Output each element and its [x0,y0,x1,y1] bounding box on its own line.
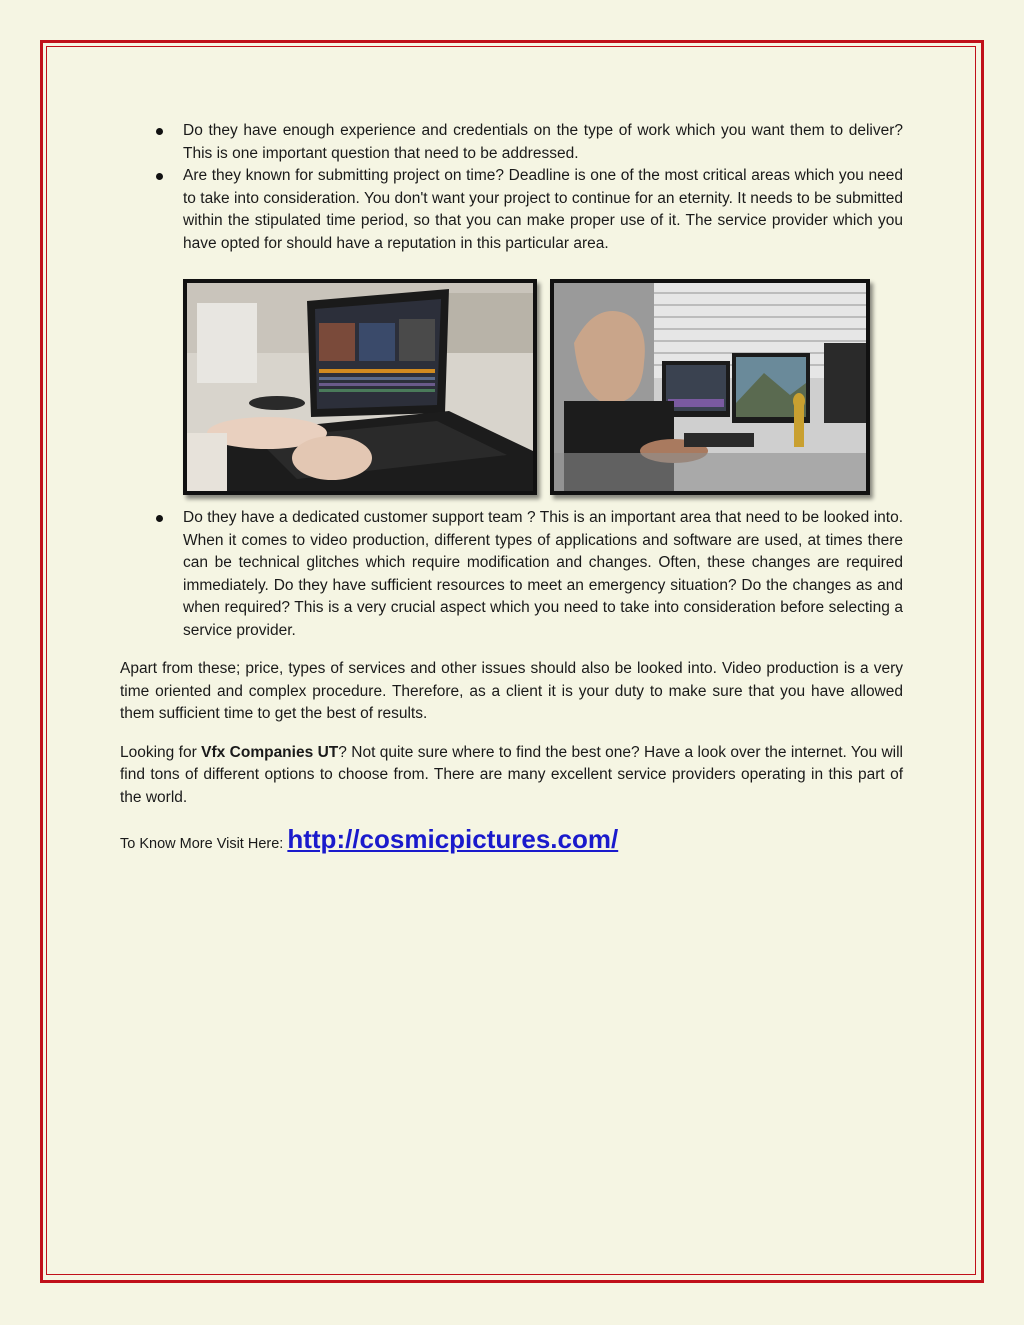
paragraph-vfx-suffix: ? Not quite sure where to find the best one? Have a look over the internet. You will find tons of different options to choose from. There are many excellent service providers operating in this part of the world. [120,743,903,806]
website-link[interactable]: http://cosmicpictures.com/ [287,824,619,854]
list-item [120,165,903,255]
bullet-text: Are they known for submitting project on time? Deadline is one of the most critical areas which you need to take into consideration. You don't want your project to continue for an eternity. It needs to be submitted within the stipulated time period, so that you can make proper use of it. The service provider which you have opted for should have a reputation in this particular area. [183,167,903,252]
list-item [120,507,903,642]
bullet-list-top [120,120,903,255]
bullet-icon [156,128,163,135]
image-row [183,279,903,497]
vfx-keyword: Vfx Companies UT [201,743,339,761]
paragraph-vfx [120,742,903,810]
document-content [120,120,903,858]
bullet-icon [156,515,163,522]
visit-label: To Know More Visit Here: [120,836,288,852]
bullet-text: Do they have a dedicated customer support team ? This is an important area that need to be looked into. When it comes to video production, different types of applications and software are used, at times there can be technical glitches which require modification and changes. Often, these changes are required immediately. Do they have sufficient resources to meet an emergency situation? Do the changes as and when required? This is a very crucial aspect which you need to take into consideration before selecting a service provider. [183,509,903,639]
bullet-icon [156,173,163,180]
vfx-artist-workstation-photo [550,279,870,495]
bullet-list-bottom [120,507,903,642]
list-item [120,120,903,165]
bullet-text: Do they have enough experience and credentials on the type of work which you want them to deliver? This is one important question that need to be addressed. [183,122,903,162]
visit-line [120,825,903,858]
laptop-editing-photo [183,279,537,495]
paragraph-vfx-prefix: Looking for [120,743,202,761]
paragraph-closing: Apart from these; price, types of services and other issues should also be looked into. Video production is a very time oriented and complex procedure. Therefore, as a client it is your duty to make sure that you have allowed them sufficient time to get the best of results. [120,660,903,722]
